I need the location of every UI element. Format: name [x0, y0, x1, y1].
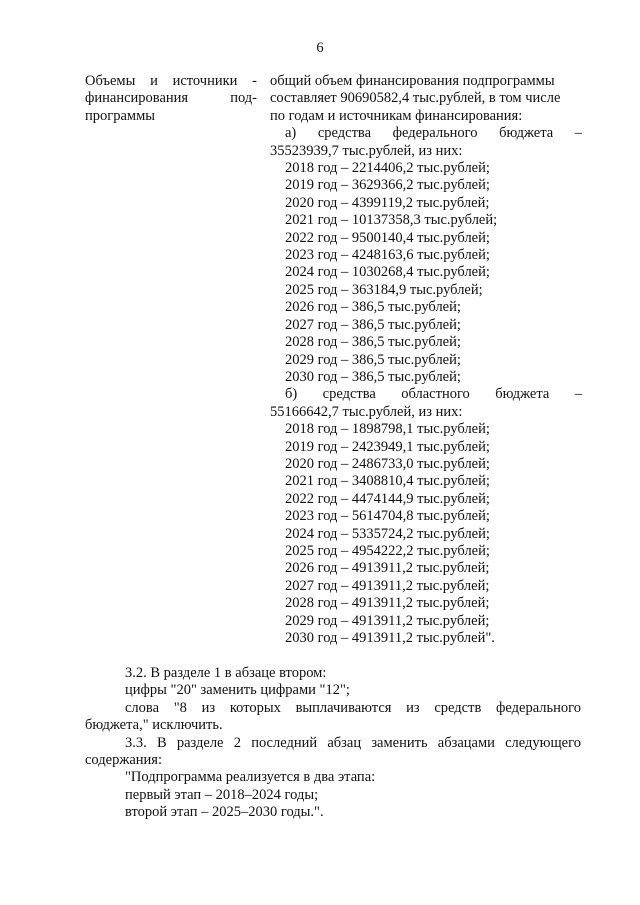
list-item: 2023 год – 5614704,8 тыс.рублей; — [285, 508, 490, 525]
list-item: 2028 год – 4913911,2 тыс.рублей; — [285, 595, 490, 612]
amendments-section — [85, 665, 581, 822]
body-word: средств — [434, 699, 482, 716]
body-word: 3.3. — [125, 734, 147, 751]
table-label-cell — [85, 73, 257, 125]
quote-line: "Подпрограмма реализуется в два этапа: — [125, 769, 376, 786]
list-item: 2023 год – 4248163,6 тыс.рублей; — [285, 247, 490, 264]
header-word: б) — [285, 386, 298, 403]
paragraph-3-2-title: 3.2. В разделе 1 в абзаце втором: — [125, 665, 327, 681]
body-word: В — [156, 734, 167, 751]
list-item: 2021 год – 10137358,3 тыс.рублей; — [285, 212, 498, 229]
paragraph-3-3-line: содержания: — [85, 752, 163, 769]
list-item: 2029 год – 4913911,2 тыс.рублей; — [285, 612, 490, 629]
body-word: последний — [251, 734, 318, 751]
list-item: 2027 год – 386,5 тыс.рублей; — [285, 316, 461, 333]
list-item: 2020 год – 4399119,2 тыс.рублей; — [285, 194, 490, 211]
list-item: 2022 год – 9500140,4 тыс.рублей; — [285, 229, 490, 246]
label-line-1 — [85, 73, 257, 90]
body-word: выплачиваются — [295, 699, 392, 716]
paragraph-3-2-line: бюджета," исключить. — [85, 717, 223, 734]
header-word: федерального — [392, 125, 478, 142]
list-item: 2030 год – 4913911,2 тыс.рублей". — [285, 630, 495, 646]
body-word: которых — [229, 699, 281, 716]
list-item: 2022 год – 4474144,9 тыс.рублей; — [285, 490, 490, 507]
label-word: и — [150, 73, 158, 89]
paragraph-3-2-justified — [85, 700, 581, 717]
list-item: 2029 год – 386,5 тыс.рублей; — [285, 351, 461, 368]
federal-total: 35523939,7 тыс.рублей, из них: — [270, 142, 463, 159]
intro-line: общий объем финансирования подпрограммы — [270, 73, 555, 89]
list-item: 2020 год – 2486733,0 тыс.рублей; — [285, 455, 490, 472]
header-word: бюджета — [495, 386, 550, 403]
body-word: федерального — [496, 699, 581, 716]
list-item: 2028 год – 386,5 тыс.рублей; — [285, 334, 461, 351]
regional-year-list — [270, 421, 582, 647]
body-word: из — [201, 699, 216, 716]
federal-header — [270, 125, 582, 142]
header-word: средства — [322, 386, 376, 403]
regional-header — [270, 386, 582, 403]
table-content-cell — [270, 73, 582, 647]
body-word: "8 — [173, 699, 187, 716]
header-word: средства — [317, 125, 371, 142]
body-word: заменить — [371, 734, 428, 751]
quote-line: первый этап – 2018–2024 годы; — [125, 786, 319, 803]
header-word: бюджета — [499, 125, 554, 142]
header-word: а) — [285, 125, 297, 142]
body-word: разделе — [176, 734, 224, 751]
list-item: 2026 год – 386,5 тыс.рублей; — [285, 299, 461, 316]
header-word: – — [574, 386, 582, 403]
list-item: 2019 год – 3629366,2 тыс.рублей; — [285, 177, 490, 194]
list-item: 2027 год – 4913911,2 тыс.рублей; — [285, 577, 490, 594]
label-word: - — [252, 73, 257, 89]
header-word: областного — [401, 386, 470, 403]
list-item: 2030 год – 386,5 тыс.рублей; — [285, 368, 461, 385]
label-word: под- — [230, 90, 257, 107]
list-item: 2019 год – 2423949,1 тыс.рублей; — [285, 438, 490, 455]
list-item: 2025 год – 4954222,2 тыс.рублей; — [285, 542, 490, 559]
body-word: абзацами — [437, 734, 495, 751]
regional-total: 55166642,7 тыс.рублей, из них: — [270, 403, 463, 420]
federal-year-list — [270, 160, 582, 386]
list-item: 2024 год – 5335724,2 тыс.рублей; — [285, 525, 490, 542]
body-word: абзац — [327, 734, 362, 751]
list-item: 2018 год – 2214406,2 тыс.рублей; — [285, 160, 490, 177]
label-line-2 — [85, 90, 257, 107]
page-number: 6 — [316, 40, 324, 56]
body-word: следующего — [505, 734, 581, 751]
intro-line: по годам и источникам финансирования: — [270, 107, 523, 124]
label-word: финансирования — [85, 90, 189, 107]
list-item: 2018 год – 1898798,1 тыс.рублей; — [285, 421, 490, 438]
body-word: 2 — [233, 734, 241, 751]
list-item: 2025 год – 363184,9 тыс.рублей; — [285, 281, 483, 298]
label-word: источники — [172, 73, 238, 89]
list-item: 2024 год – 1030268,4 тыс.рублей; — [285, 264, 490, 281]
intro-line: составляет 90690582,4 тыс.рублей, в том числе — [270, 90, 561, 107]
header-word: – — [574, 125, 582, 142]
label-word: Объемы — [85, 73, 136, 89]
quote-line: второй этап – 2025–2030 годы.". — [125, 804, 324, 821]
list-item: 2021 год – 3408810,4 тыс.рублей; — [285, 473, 490, 490]
label-line-3: программы — [85, 107, 155, 124]
paragraph-3-2-line: цифры "20" заменить цифрами "12"; — [125, 682, 350, 699]
body-word: из — [406, 699, 420, 716]
list-item: 2026 год – 4913911,2 тыс.рублей; — [285, 560, 490, 577]
paragraph-3-3-justified — [85, 735, 581, 752]
body-word: слова — [125, 699, 160, 716]
